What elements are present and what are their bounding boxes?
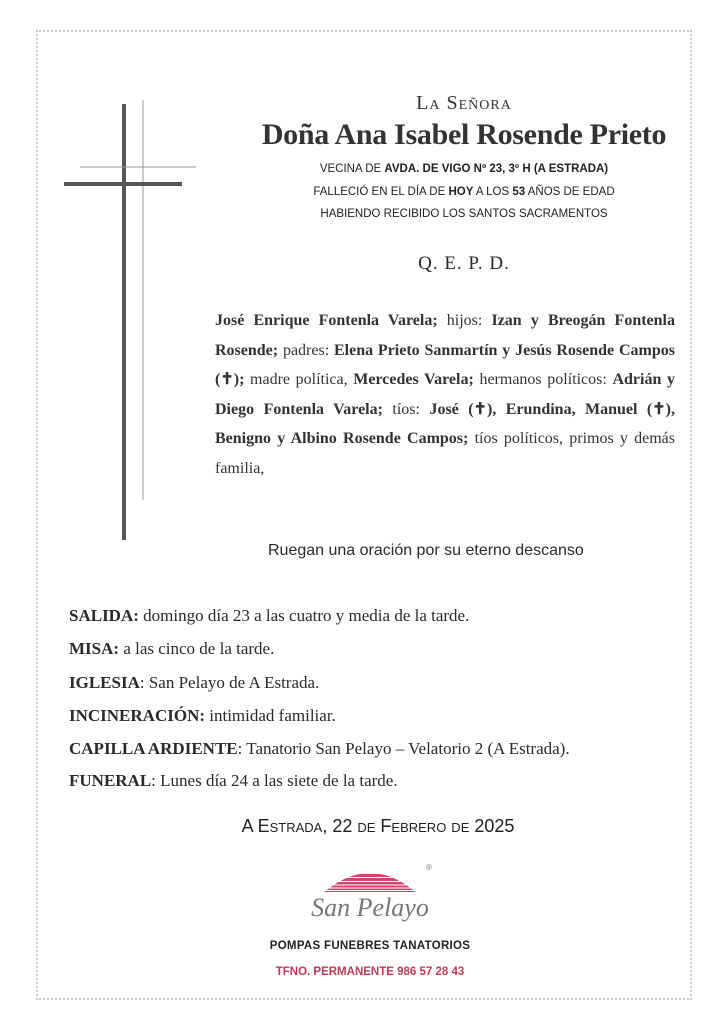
- sacraments-line: HABIENDO RECIBIDO LOS SANTOS SACRAMENTOS: [320, 208, 608, 220]
- family-spouse: José Enrique Fontenla Varela;: [215, 312, 438, 329]
- detail-label: IGLESIA: [69, 673, 140, 692]
- prayer-request: Ruegan una oración por su eterno descanso: [268, 542, 584, 559]
- detail-value: a las cinco de la tarde.: [119, 639, 275, 658]
- deceased-name: Doña Ana Isabel Rosende Prieto: [261, 118, 667, 151]
- residence-line: [214, 163, 714, 175]
- death-suffix: AÑOS DE EDAD: [525, 186, 615, 198]
- detail-incineracion: [69, 706, 709, 726]
- detail-iglesia: [69, 673, 709, 693]
- logo-text: San Pelayo: [311, 893, 429, 922]
- detail-label: CAPILLA ARDIENTE: [69, 739, 238, 758]
- detail-value: domingo día 23 a las cuatro y media de la tarde.: [138, 606, 470, 625]
- san-pelayo-logo: [300, 858, 440, 928]
- death-prefix: FALLECIÓ EN EL DÍA DE: [313, 186, 449, 198]
- family-paragraph: [215, 306, 675, 483]
- qepd: Q. E. P. D.: [418, 253, 510, 274]
- family-text: tíos políticos, primos y demás familia,: [215, 430, 676, 477]
- detail-value: : Tanatorio San Pelayo – Velatorio 2 (A Estrada).: [237, 739, 570, 758]
- detail-salida: [69, 606, 709, 626]
- company-subtitle: POMPAS FUNEBRES TANATORIOS: [269, 940, 471, 952]
- detail-label: MISA:: [69, 639, 120, 658]
- death-day: HOY: [448, 186, 474, 198]
- death-line: [214, 186, 714, 198]
- family-text: hijos:: [437, 312, 492, 329]
- detail-value: intimidad familiar.: [205, 706, 336, 725]
- detail-misa: [69, 639, 709, 659]
- title: La Señora: [416, 92, 512, 114]
- cross-icon: [60, 96, 200, 546]
- family-text: madre política,: [244, 371, 354, 388]
- family-siblings-in-law: Adrián y Diego Fontenla Varela;: [215, 371, 675, 418]
- family-parents: Elena Prieto Sanmartín y Jesús Rosende Campos (✝);: [215, 341, 675, 388]
- family-text: tíos:: [382, 400, 430, 418]
- residence-prefix: VECINA DE: [319, 163, 385, 175]
- registered-mark: ®: [426, 863, 432, 872]
- residence-address: AVDA. DE VIGO Nº 23, 3º H (A ESTRADA): [384, 163, 609, 175]
- detail-value: : Lunes día 24 a las siete de la tarde.: [151, 771, 398, 790]
- detail-label: FUNERAL: [69, 771, 152, 790]
- family-uncles: José (✝), Erundina, Manuel (✝), Benigno y Albino Rosende Campos;: [215, 400, 675, 447]
- family-text: hermanos políticos:: [473, 371, 613, 388]
- logo-dome-icon: [300, 858, 440, 892]
- death-age: 53: [512, 186, 526, 198]
- detail-value: : San Pelayo de A Estrada.: [139, 673, 320, 692]
- family-children: Izan y Breogán Fontenla Rosende;: [215, 312, 675, 359]
- date-line: A Estrada, 22 de Febrero de 2025: [241, 816, 515, 836]
- detail-funeral: [69, 771, 709, 791]
- detail-capilla: [69, 739, 709, 759]
- family-text: padres:: [278, 341, 334, 359]
- death-mid: A LOS: [473, 186, 513, 198]
- detail-label: INCINERACIÓN:: [69, 706, 206, 725]
- family-mother-in-law: Mercedes Varela;: [353, 371, 474, 388]
- phone-line: TFNO. PERMANENTE 986 57 28 43: [275, 966, 465, 978]
- detail-label: SALIDA:: [69, 606, 139, 625]
